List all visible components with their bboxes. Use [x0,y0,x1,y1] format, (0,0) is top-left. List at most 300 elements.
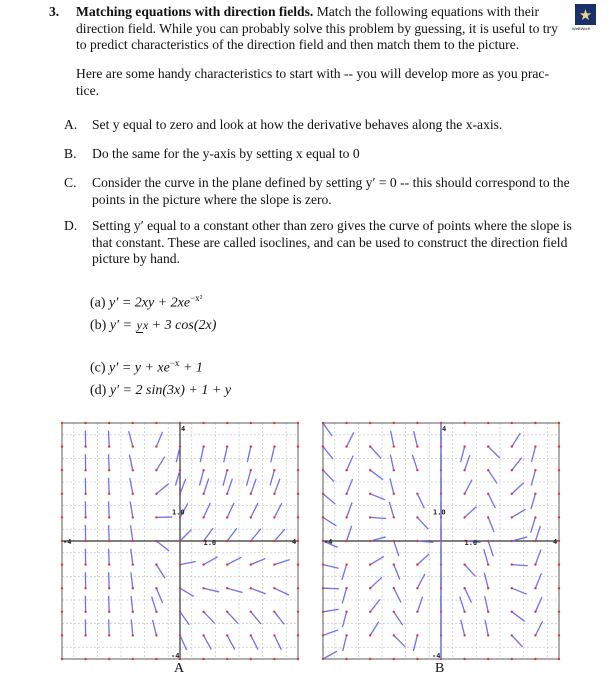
grid-point [322,658,324,660]
grid-point [487,563,489,565]
grid-point [132,445,134,447]
slope-segment [347,526,352,541]
grid-point [108,493,110,495]
grid-point [297,516,299,518]
grid-point [61,469,63,471]
grid-point [250,587,252,589]
grid-point [226,422,228,424]
grid-point [250,422,252,424]
grid-point [322,422,324,424]
grid-point [84,516,86,518]
grid-point [155,445,157,447]
grid-point [132,634,134,636]
slope-segment [323,517,336,526]
slope-segment [131,525,133,541]
grid-point [369,422,371,424]
slope-segment [323,423,332,436]
grid-point [345,516,347,518]
slope-segment [274,612,284,625]
grid-point [345,611,347,613]
grid-point [416,422,418,424]
slope-segment [488,447,499,458]
grid-point [61,422,63,424]
grid-point [155,422,157,424]
grid-point [202,634,204,636]
grid-point [416,469,418,471]
grid-point [534,634,536,636]
grid-point [61,634,63,636]
grid-point [61,611,63,613]
grid-point [250,658,252,660]
slope-segment [131,619,133,635]
grid-point [534,563,536,565]
grid-point [273,493,275,495]
grid-point [558,658,560,660]
grid-point [322,493,324,495]
grid-point [273,540,275,542]
slope-segment [394,635,405,646]
problem-intro: Match the following equations with their direction field. While you can probably solve this problem by guessing, it is useful to try to predict characteristics of the direction field and then match them to the picture. [76,4,558,52]
slope-segment [461,620,465,636]
grid-point [297,540,299,542]
slope-segment [488,494,495,508]
grid-point [250,611,252,613]
slope-segment [535,621,542,635]
slope-segment [156,588,162,603]
slope-segment [227,588,242,592]
grid-point [202,658,204,660]
grid-point [558,611,560,613]
slope-segment [130,502,133,518]
grid-point [155,540,157,542]
grid-point [179,422,181,424]
grid-point [393,658,395,660]
y-tick-label: 1.0 [172,508,185,517]
grid-point [273,445,275,447]
grid-point [226,445,228,447]
grid-point [511,611,513,613]
slope-segment [323,588,339,589]
grid-point [202,445,204,447]
grid-point [487,658,489,660]
grid-point [416,493,418,495]
grid-point [250,445,252,447]
grid-point [155,587,157,589]
slope-segment [129,431,133,446]
grid-point [369,469,371,471]
slope-segment [156,457,164,471]
slope-segment [227,528,237,541]
grid-point [226,563,228,565]
grid-point [202,563,204,565]
grid-point [250,493,252,495]
grid-point [61,445,63,447]
slope-segment [512,612,525,621]
equation-d: (d) y′ = 2 sin(3x) + 1 + y [90,383,232,398]
grid-point [558,634,560,636]
grid-point [132,540,134,542]
slope-segment [347,456,354,471]
grid-point [345,493,347,495]
slope-segment [394,541,399,556]
slope-segment [512,635,523,647]
slope-segment [109,478,110,494]
slope-segment [247,447,251,463]
grid-point [511,563,513,565]
slope-segment [109,549,110,565]
slope-segment [180,635,187,650]
slope-segment [343,635,347,651]
grid-point [250,563,252,565]
grid-point [226,540,228,542]
slope-segment [180,479,186,494]
grid-point [345,563,347,565]
grid-point [416,445,418,447]
grid-point [84,634,86,636]
grid-point [487,422,489,424]
grid-point [393,422,395,424]
webwork-logo[interactable]: ★ [575,4,596,25]
slope-segment [535,550,541,565]
slope-segment [200,447,203,463]
grid-point [226,634,228,636]
grid-point [297,422,299,424]
grid-point [487,540,489,542]
grid-point [179,540,181,542]
grid-point [463,634,465,636]
slope-segment [342,612,346,627]
grid-point [511,540,513,542]
grid-point [155,516,157,518]
slope-segment [389,502,393,517]
y-max-label: 4 [442,425,447,433]
grid-point [393,587,395,589]
slope-segment [417,494,424,508]
slope-segment [109,572,110,588]
y-max-label: 4 [181,425,186,433]
slope-segment [342,588,346,603]
grid-point [369,658,371,660]
slope-segment [370,599,380,612]
grid-point [511,634,513,636]
y-min-label: -4 [171,652,180,660]
direction-field-plot-a [60,421,300,661]
slope-segment [109,454,110,470]
grid-point [179,634,181,636]
grid-point [393,634,395,636]
grid-point [132,516,134,518]
problem-title: Matching equations with direction fields. [76,4,314,19]
slope-segment [370,447,381,459]
slope-segment [227,479,232,494]
grid-point [345,540,347,542]
grid-point [61,587,63,589]
grid-point [108,658,110,660]
grid-point [487,611,489,613]
grid-point [250,634,252,636]
slope-segment [129,455,132,471]
slope-segment [108,431,109,447]
slope-segment [156,484,168,494]
grid-point [487,445,489,447]
slope-segment [156,541,169,551]
slope-segment [152,597,157,612]
grid-point [179,587,181,589]
slope-segment [531,470,535,485]
slope-segment [227,503,234,517]
slope-segment [199,470,203,485]
slope-segment [532,447,536,463]
grid-point [108,469,110,471]
grid-point [155,563,157,565]
slope-segment [274,529,285,541]
grid-point [202,493,204,495]
grid-point [202,611,204,613]
grid-point [558,540,560,542]
slope-segment [394,612,403,625]
grid-point [322,445,324,447]
grid-point [84,658,86,660]
grid-point [558,493,560,495]
grid-point [202,516,204,518]
grid-point [345,422,347,424]
slope-segment [531,494,535,509]
slope-segment [394,588,401,602]
slope-segment [465,565,476,577]
hint-intro: Here are some handy characteristics to start with -- you will develop more as you prac- tice. [76,66,549,98]
grid-point [84,422,86,424]
grid-point [179,493,181,495]
grid-point [84,493,86,495]
grid-point [108,540,110,542]
grid-point [345,634,347,636]
grid-point [487,634,489,636]
grid-point [487,469,489,471]
grid-point [393,540,395,542]
slope-segment [390,455,393,471]
grid-point [463,493,465,495]
grid-point [179,469,181,471]
grid-point [179,563,181,565]
slope-segment [535,526,540,541]
slope-segment [512,565,528,566]
grid-point [84,540,86,542]
grid-point [273,634,275,636]
slope-segment [535,597,542,612]
grid-point [369,611,371,613]
grid-point [108,516,110,518]
grid-point [132,563,134,565]
slope-segment [370,470,383,479]
slope-segment [204,588,220,592]
hint-item: D. Setting y′ equal to a constant other than zero gives the curve of points where the slope is that constant. These are called isoclines, and can be used to construct the direction field picture by hand. [64,218,572,266]
grid-point [416,611,418,613]
slope-segment [251,635,258,649]
grid-point [273,563,275,565]
grid-point [369,493,371,495]
grid-point [155,634,157,636]
grid-point [155,469,157,471]
slope-segment [512,588,527,594]
slope-segment [227,612,238,624]
grid-point [61,516,63,518]
grid-point [534,540,536,542]
grid-point [84,587,86,589]
grid-point [463,658,465,660]
grid-point [558,563,560,565]
grid-point [463,516,465,518]
grid-point [393,563,395,565]
slope-segment [251,612,261,624]
slope-segment [370,577,382,588]
grid-point [558,587,560,589]
problem-number: 3. [49,4,60,19]
grid-point [297,493,299,495]
grid-point [297,469,299,471]
grid-point [534,611,536,613]
slope-segment [512,537,527,541]
grid-point [463,587,465,589]
grid-point [273,516,275,518]
grid-point [463,445,465,447]
slope-segment [274,479,280,494]
grid-point [487,587,489,589]
grid-point [463,422,465,424]
slope-segment [131,549,133,565]
grid-point [369,540,371,542]
slope-segment [414,431,418,447]
slope-segment [417,554,429,565]
grid-point [132,658,134,660]
grid-point [558,469,560,471]
grid-point [297,634,299,636]
slope-segment [461,447,465,463]
equation-c: (c) $y' = y + xe^{-x} + 1$ [90,358,203,376]
grid-point [84,563,86,565]
grid-point [273,611,275,613]
grid-point [132,611,134,613]
x-min-label: -4 [63,538,72,546]
grid-point [322,587,324,589]
slope-segment [323,565,339,569]
slope-segment [251,503,258,517]
slope-segment [204,479,209,494]
grid-point [369,516,371,518]
slope-segment [465,507,477,518]
hint-item: A. Set y equal to zero and look at how the derivative behaves along the x-axis. [64,117,503,132]
grid-point [558,422,560,424]
slope-segment [323,630,338,635]
slope-segment [465,588,472,602]
slope-segment [370,517,386,518]
grid-point [108,634,110,636]
grid-point [416,658,418,660]
grid-point [558,516,560,518]
slope-segment [274,588,288,595]
slope-segment [109,501,110,517]
grid-point [84,445,86,447]
slope-segment [488,517,494,532]
slope-segment [130,478,133,494]
grid-point [393,516,395,518]
grid-point [345,587,347,589]
slope-segment [153,620,157,636]
grid-point [463,611,465,613]
grid-point [297,587,299,589]
grid-point [487,516,489,518]
grid-point [226,516,228,518]
slope-segment [271,447,275,463]
grid-point [61,563,63,565]
grid-point [226,611,228,613]
grid-point [226,587,228,589]
grid-point [369,587,371,589]
grid-point [179,445,181,447]
grid-point [84,611,86,613]
x-tick-label: 1.0 [464,539,478,547]
grid-point [511,422,513,424]
grid-point [132,422,134,424]
slope-segment [323,470,334,482]
slope-segment [417,597,422,612]
slope-segment [417,517,428,529]
grid-point [250,540,252,542]
grid-point [273,469,275,471]
slope-segment [391,431,394,447]
grid-point [416,634,418,636]
grid-point [511,493,513,495]
slope-segment [370,494,385,500]
grid-point [511,658,513,660]
grid-point [155,658,157,660]
grid-point [369,634,371,636]
direction-field-plot-b [321,421,561,661]
slope-segment [223,470,227,485]
slope-segment [131,596,133,612]
slope-segment [460,597,465,612]
slope-segment [156,565,165,579]
grid-point [250,516,252,518]
slope-segment [488,541,493,556]
slope-segment [347,479,353,494]
grid-point [297,658,299,660]
grid-point [297,445,299,447]
grid-point [108,563,110,565]
slope-segment [156,432,162,447]
grid-point [155,493,157,495]
slope-segment [323,494,335,504]
grid-point [84,469,86,471]
slope-segment [531,517,536,532]
equation-a: (a) $y' = 2xy + 2xe^{-x^2}$ [90,293,203,311]
grid-point [369,563,371,565]
slope-segment [485,596,488,612]
slope-segment [224,447,227,463]
y-min-label: -4 [432,652,441,660]
grid-point [226,493,228,495]
slope-segment [512,483,524,494]
grid-point [393,611,395,613]
slope-segment [512,458,522,471]
grid-point [416,587,418,589]
grid-point [322,516,324,518]
slope-segment [394,565,400,580]
grid-point [511,516,513,518]
grid-point [393,469,395,471]
grid-point [393,445,395,447]
grid-point [322,469,324,471]
grid-point [511,469,513,471]
